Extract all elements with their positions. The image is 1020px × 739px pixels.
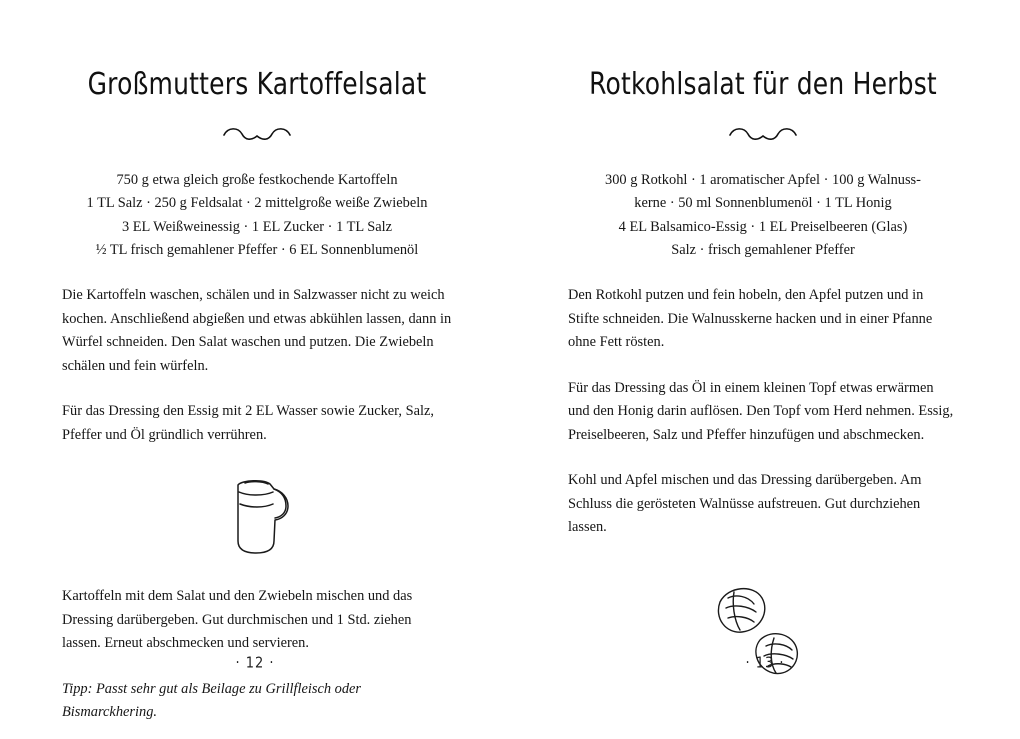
flourish-divider-icon	[62, 125, 452, 147]
instruction-paragraph: Die Kartoffeln waschen, schälen und in Salzwasser nicht zu weich kochen. Anschließend abgießen und etwas abkühlen lassen, dann in Würfel schneiden. Den Salat waschen und putzen. Die Zwiebeln schälen und fein würfeln.	[62, 287, 452, 374]
ingredient-line: 750 g etwa gleich große festkochende Kartoffeln	[116, 172, 398, 188]
page-title: Großmutters Kartoffelsalat	[87, 66, 427, 102]
ingredient-line: ½ TL frisch gemahlener Pfeffer · 6 EL Sonnenblumenöl	[95, 241, 419, 258]
tip-paragraph: Tipp: Passt sehr gut als Beilage zu Grillfleisch oder Bismarckhering.	[62, 680, 361, 720]
page-title: Rotkohlsalat für den Herbst	[589, 66, 937, 102]
pitcher-illustration	[62, 467, 452, 563]
ingredient-line: 1 TL Salz · 250 g Feldsalat · 2 mittelgroße weiße Zwiebeln	[86, 195, 428, 212]
instruction-paragraph: Kohl und Apfel mischen und das Dressing darübergeben. Am Schluss die gerösteten Walnüsse aufstreuen. Gut durchziehen lassen.	[568, 472, 922, 536]
page-number: · 12 ·	[235, 654, 275, 673]
ingredients-list	[62, 169, 452, 262]
page-right	[510, 0, 1020, 709]
ingredient-line: 3 EL Weißweinessig · 1 EL Zucker · 1 TL Salz	[121, 218, 393, 235]
page-left	[0, 0, 510, 720]
ingredient-line: Salz · frisch gemahlener Pfeffer	[671, 241, 855, 258]
instruction-paragraph: Für das Dressing den Essig mit 2 EL Wasser sowie Zucker, Salz, Pfeffer und Öl gründlich verrühren.	[62, 403, 434, 443]
flourish-divider-icon	[568, 125, 958, 147]
ingredient-line: 300 g Rotkohl · 1 aromatischer Apfel · 100 g Walnuss-	[605, 172, 921, 188]
page-number: · 13 ·	[745, 654, 785, 673]
ingredients-list	[568, 169, 958, 262]
instruction-paragraph: Den Rotkohl putzen und fein hobeln, den Apfel putzen und in Stifte schneiden. Die Walnusskerne hacken und in einer Pfanne ohne Fett rösten.	[568, 287, 933, 351]
ingredient-line: 4 EL Balsamico-Essig · 1 EL Preiselbeeren (Glas)	[618, 218, 908, 235]
instruction-paragraph: Kartoffeln mit dem Salat und den Zwiebeln mischen und das Dressing darübergeben. Gut durchmischen und 1 Std. ziehen lassen. Erneut abschmecken und servieren.	[62, 588, 413, 652]
ingredient-line: kerne · 50 ml Sonnenblumenöl · 1 TL Honig	[634, 195, 892, 212]
instruction-paragraph: Für das Dressing das Öl in einem kleinen Topf etwas erwärmen und den Honig darin auflösen. Den Topf vom Herd nehmen. Essig, Preiselbeeren, Salz und Pfeffer hinzufügen und abschmecken.	[568, 379, 954, 443]
